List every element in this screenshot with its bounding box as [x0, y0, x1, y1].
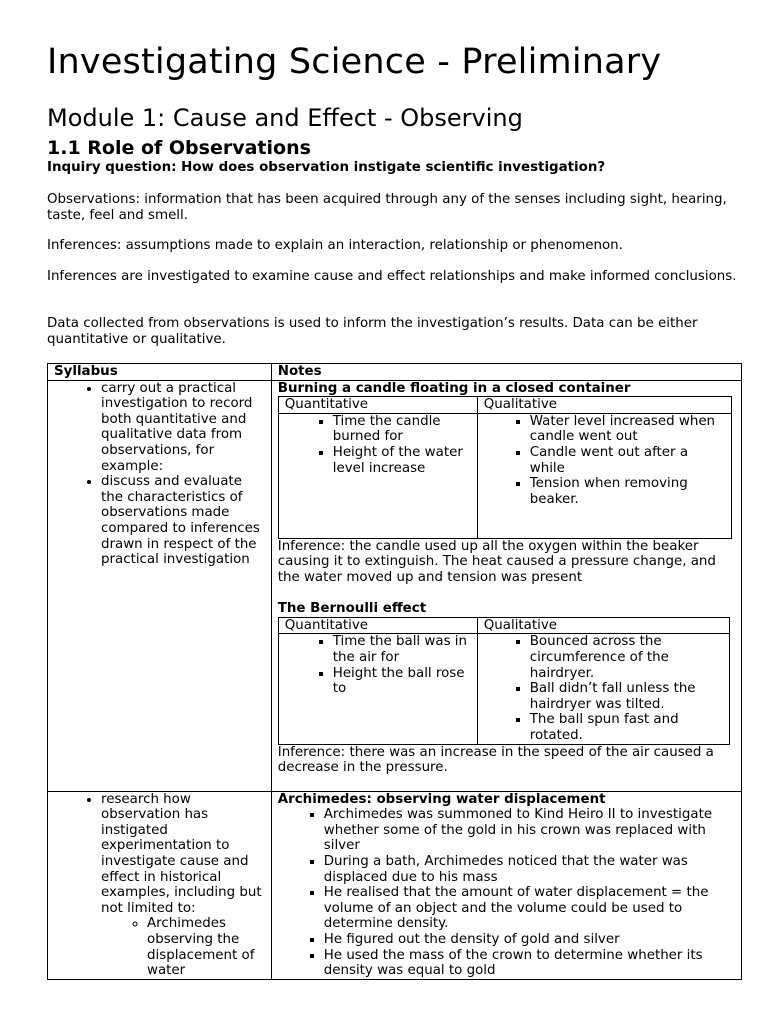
sub-list: [101, 916, 267, 978]
list-item: ▪ Height of the water level increase: [333, 445, 471, 476]
syllabus-cell: [48, 380, 272, 791]
list-item: ▪ Time the candle burned for: [333, 414, 471, 445]
paragraph-observations: Observations: information that has been acquired through any of the senses including sight, hearing, taste, feel and smell.: [47, 192, 727, 223]
table-row: [48, 791, 742, 979]
qualitative-cell: [477, 413, 731, 538]
qualitative-cell: [477, 634, 729, 744]
list-item: • discuss and evaluate the characteristics of observations made compared to inferences drawn in respect of the practical investigation: [101, 474, 267, 568]
quantitative-cell: [278, 634, 477, 744]
observation-table: [278, 396, 732, 539]
quantitative-cell: [278, 413, 477, 538]
section-heading: 1.1 Role of Observations: [47, 137, 311, 159]
experiment-title: The Bernoulli effect: [277, 601, 427, 617]
paragraph-inference-investigation: Inferences are investigated to examine cause and effect relationships and make informed conclusions.: [47, 269, 737, 284]
inquiry-question: Inquiry question: How does observation instigate scientific investigation?: [47, 160, 606, 175]
list-item: ▪ Ball didn’t fall unless the hairdryer was tilted.: [530, 681, 723, 712]
list-item: ▪ The ball spun fast and rotated.: [530, 712, 723, 743]
notes-cell: [271, 380, 741, 791]
list-item: ◦ Archimedes observing the displacement of water: [147, 916, 267, 978]
list-item: ▪ He realised that the amount of water displacement = the volume of an object and the volume could be used to determine density.: [324, 885, 737, 932]
list-item: [101, 792, 267, 979]
document-title: Investigating Science - Preliminary: [47, 42, 662, 82]
list-item: ▪ Candle went out after a while: [530, 445, 725, 476]
syllabus-list: [52, 792, 267, 979]
list-item: ▪ Tension when removing beaker.: [530, 476, 725, 507]
list-item-text: research how observation has instigated experimentation to investigate cause and effect in historical examples, including but not limited to:: [101, 791, 262, 916]
list-item: ▪ Time the ball was in the air for: [333, 634, 471, 665]
syllabus-notes-table: [47, 363, 742, 980]
inference-text: Inference: the candle used up all the oxygen within the beaker causing it to extinguish. The heat caused a pressure change, and the water moved up and tension was present: [277, 538, 716, 585]
quantitative-header: Quantitative: [278, 617, 477, 634]
inference-text: Inference: there was an increase in the speed of the air caused a decrease in the pressure.: [277, 744, 714, 776]
notes-header: Notes: [271, 364, 741, 381]
list-item: ▪ He figured out the density of gold and silver: [324, 932, 737, 948]
qualitative-header: Qualitative: [477, 617, 729, 634]
quantitative-header: Quantitative: [278, 397, 477, 414]
table-header-row: [48, 364, 742, 381]
list-item: ▪ He used the mass of the crown to determine whether its density was equal to gold: [324, 948, 737, 979]
experiment-title: Burning a candle floating in a closed container: [277, 380, 631, 396]
list-item: ▪ During a bath, Archimedes noticed that the water was displaced due to his mass: [324, 854, 737, 885]
qualitative-header: Qualitative: [477, 397, 731, 414]
paragraph-inferences: Inferences: assumptions made to explain an interaction, relationship or phenomenon.: [47, 238, 623, 253]
observation-table: [278, 617, 730, 745]
syllabus-cell: [48, 791, 272, 979]
list-item: ▪ Water level increased when candle went out: [530, 414, 725, 445]
paragraph-data: Data collected from observations is used to inform the investigation’s results. Data can be either quantitative or qualitative.: [47, 316, 698, 347]
notes-cell: [271, 791, 741, 979]
syllabus-list: [52, 381, 267, 568]
list-item: ▪ Height the ball rose to: [333, 666, 471, 697]
notes-title: Archimedes: observing water displacement: [277, 791, 606, 807]
syllabus-header: Syllabus: [48, 364, 272, 381]
module-heading: Module 1: Cause and Effect - Observing: [47, 104, 523, 132]
list-item: • carry out a practical investigation to record both quantitative and qualitative data from observations, for example:: [101, 381, 267, 475]
list-item: ▪ Bounced across the circumference of the hairdryer.: [530, 634, 723, 681]
table-row: [48, 380, 742, 791]
list-item: ▪ Archimedes was summoned to Kind Heiro II to investigate whether some of the gold in his crown was replaced with silver: [324, 807, 737, 854]
notes-list: [278, 807, 737, 979]
